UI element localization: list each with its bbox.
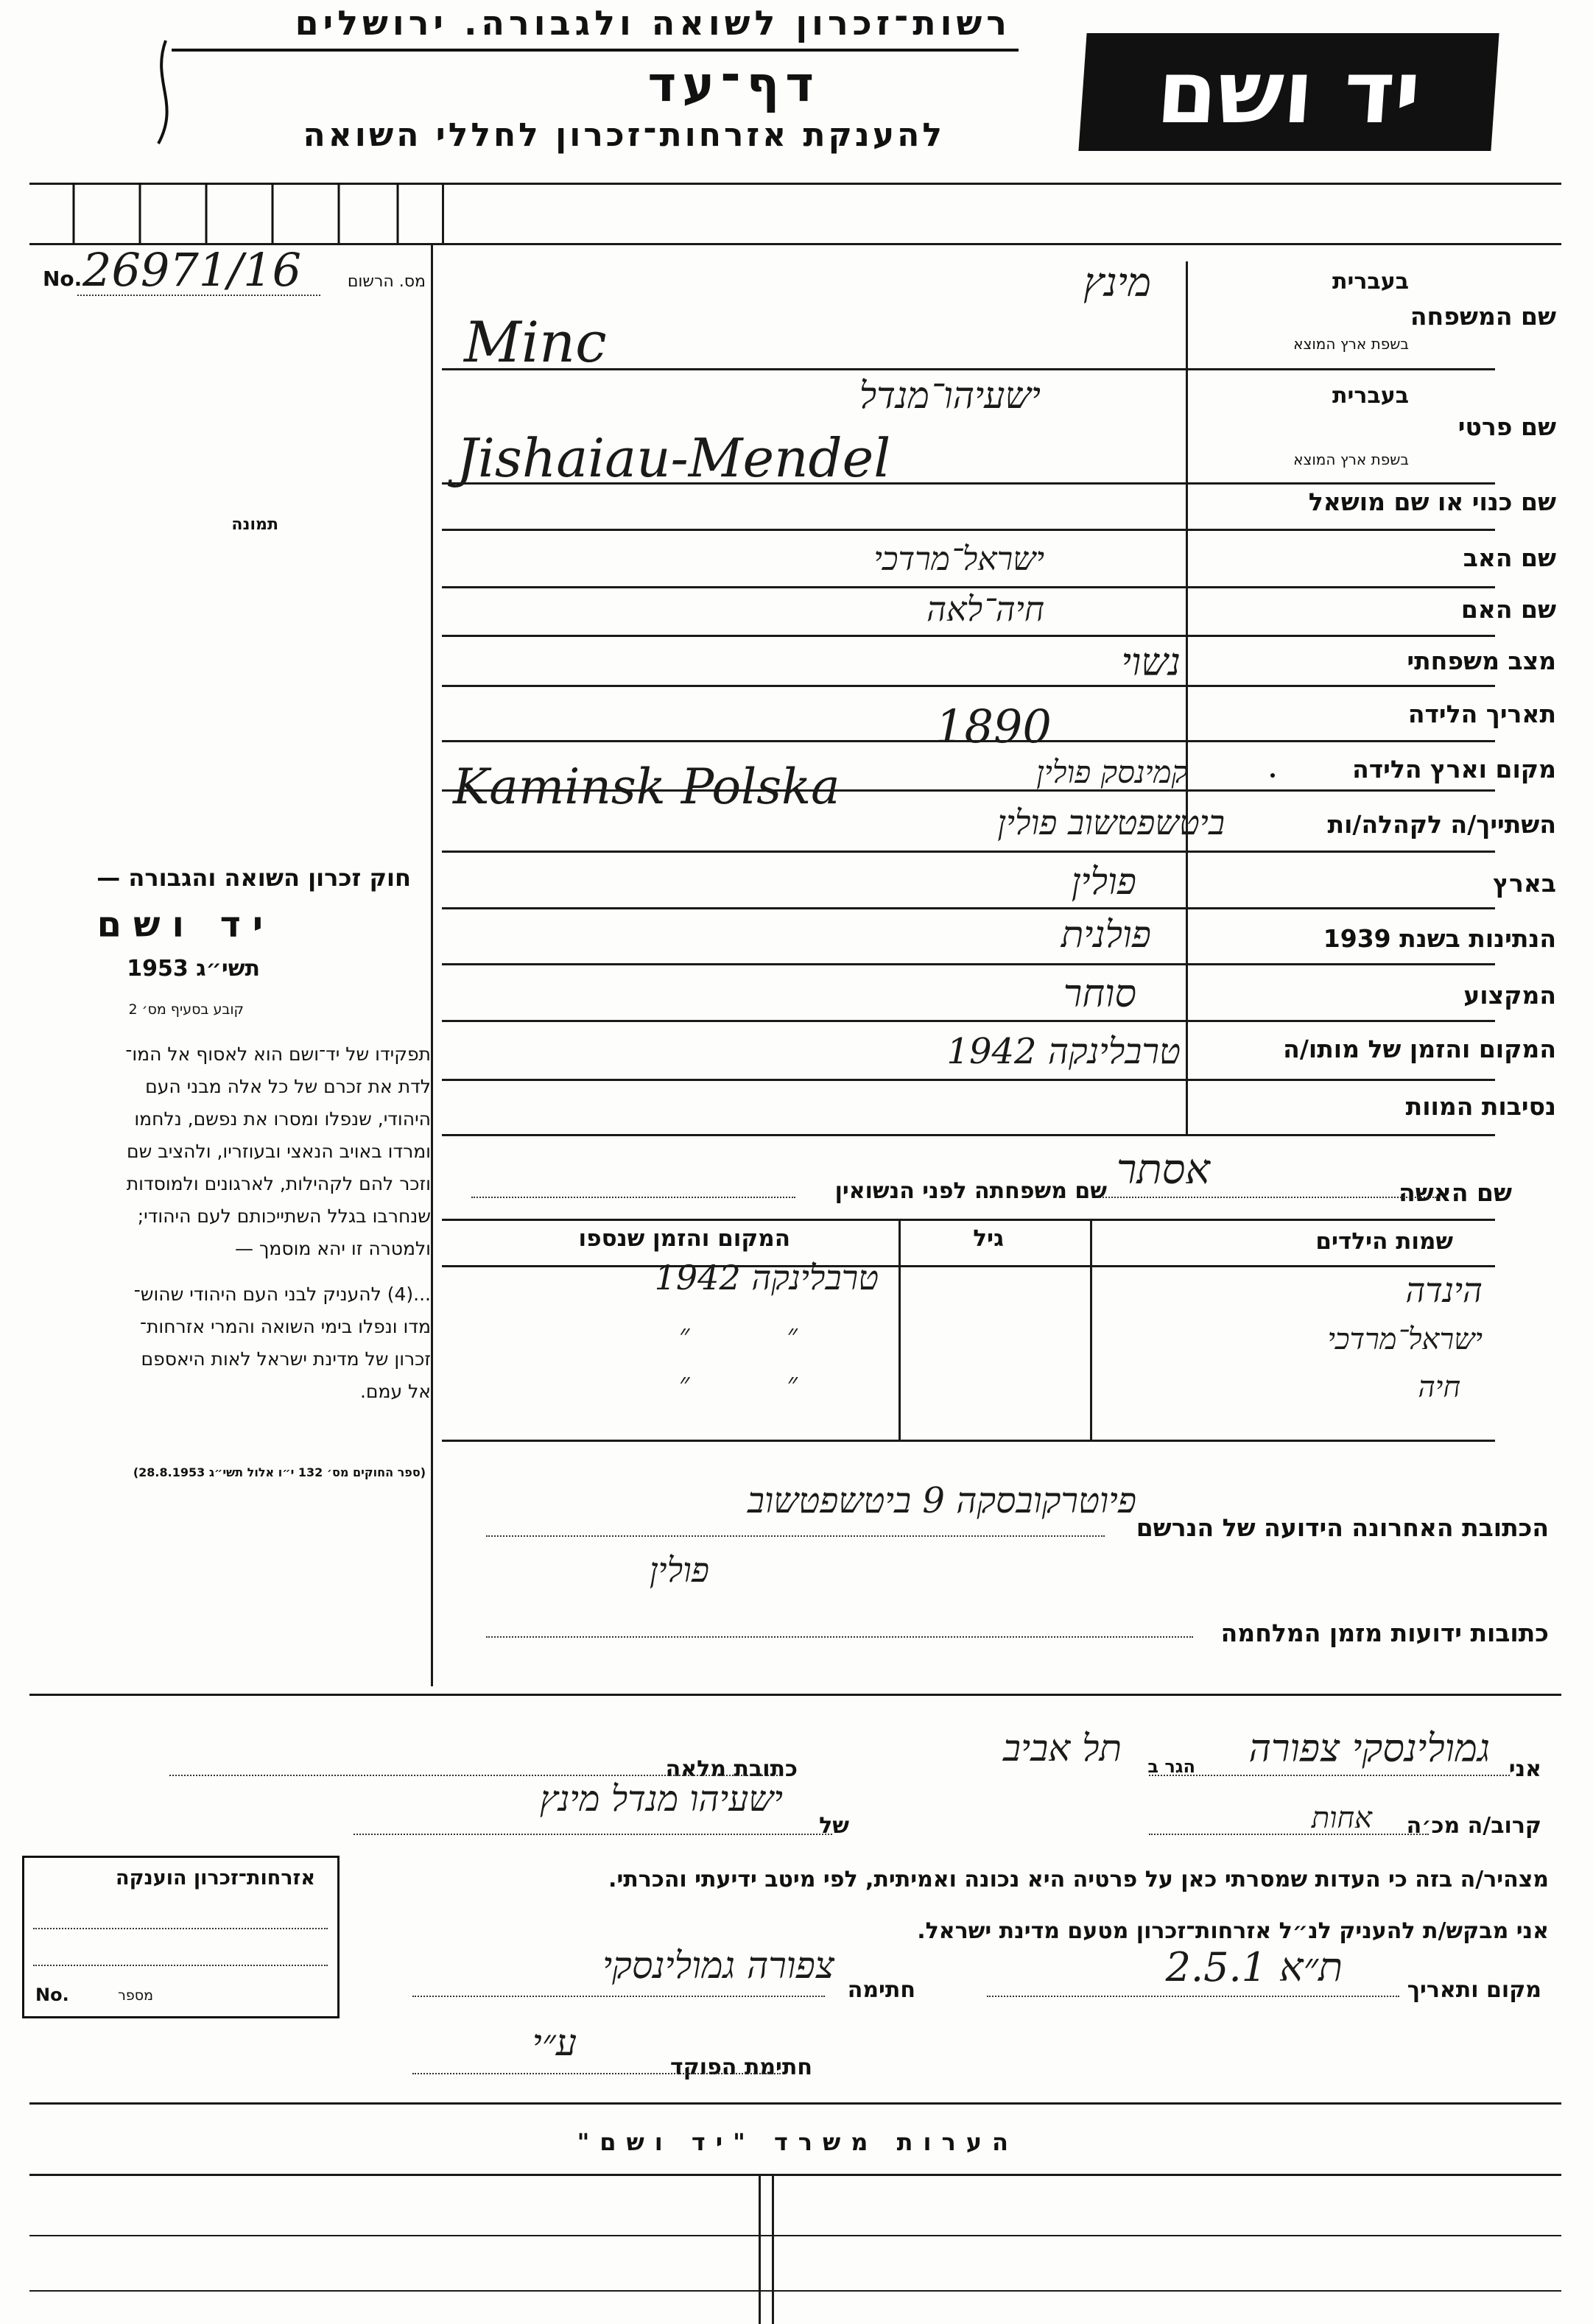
- place-date-label: מקום ותאריך: [1407, 1977, 1541, 2003]
- law-line-11: אל עמם.: [359, 1381, 431, 1402]
- law-heading: חוק זכרון השואה והגבורה —: [96, 864, 411, 892]
- birthdate-value: 1890: [935, 700, 1052, 753]
- law-line-1: תפקידו של יד־ושם הוא לאסוף אל המו־: [125, 1043, 431, 1065]
- citizenship-box-line-1: [33, 1928, 328, 1929]
- declarant-relative-underline: [1149, 1834, 1429, 1835]
- top-strip-divider: [442, 183, 444, 243]
- declarant-i-label: אני: [1508, 1756, 1541, 1782]
- surname-hebrew-value: מינץ: [1083, 259, 1151, 306]
- registration-number: 26971/16: [82, 243, 302, 297]
- father-value: ישראל־מרדכי: [873, 540, 1044, 578]
- last-address-value: פיוטרקובסקה 9 ביטשפטשוב: [747, 1480, 1136, 1521]
- nickname-label: שם כנוי או שם מושאל: [1308, 487, 1556, 516]
- law-year: תשי״ג 1953: [127, 956, 260, 982]
- declarant-relative-label: קרוב/ה מכ׳ה: [1406, 1813, 1541, 1839]
- law-name: יד ושם: [96, 904, 275, 946]
- law-line-10: זכרון של מדינת ישראל לאות היאספם: [141, 1348, 431, 1370]
- firstname-origin-sublabel: בשפת ארץ המוצא: [1293, 451, 1409, 468]
- child-place-3: ״ ״: [679, 1367, 842, 1399]
- community-value: ביטשפטשוב פולין: [997, 803, 1225, 842]
- last-address-label: הכתובת האחרונה הידועה של הנרשם: [1136, 1513, 1549, 1542]
- registration-prefix: No.: [43, 267, 82, 291]
- children-age-header: גיל: [973, 1225, 1004, 1252]
- birthplace-latin-value: Kaminsk Polska: [453, 758, 840, 815]
- mother-value: חיה־לאה: [926, 589, 1044, 629]
- last-address-value2: פולין: [649, 1550, 709, 1590]
- declarant-name-underline: [1149, 1775, 1510, 1776]
- remarks-header-rule: [29, 2174, 1561, 2176]
- row-rule-death: [442, 1079, 1495, 1081]
- wartime-address-underline: [486, 1636, 1193, 1638]
- law-clause: קובע בסעיף מס׳ 2: [128, 1001, 244, 1018]
- row-rule-community: [442, 851, 1495, 853]
- marital-label: מצב משפחתי: [1407, 647, 1556, 675]
- row-rule-nickname: [442, 529, 1495, 531]
- citizenship-label: הנתינות בשנת 1939: [1323, 924, 1556, 953]
- surname-origin-value: Minc: [464, 309, 607, 375]
- law-line-5: וזכר להם לקהילות, לארגונים ולמוסדות: [126, 1173, 431, 1194]
- declarant-lives-label: הגר ב: [1147, 1756, 1195, 1777]
- citizenship-box-title: אזרחות־זכרון הוענקה: [116, 1867, 315, 1890]
- firstname-label: שם פרטי: [1457, 412, 1556, 441]
- birthplace-hebrew-value: קמינסק פולין: [1036, 754, 1188, 790]
- row-rule-profession: [442, 1020, 1495, 1022]
- wife-label: שם האשה: [1399, 1178, 1512, 1207]
- remarks-divider-2: [772, 2174, 774, 2324]
- death-label: המקום והזמן של מותו/ה: [1283, 1035, 1556, 1063]
- declaration-top-rule: [29, 1694, 1561, 1696]
- row-rule-mother: [442, 635, 1495, 637]
- row-rule-country: [442, 907, 1495, 909]
- children-place-header: המקום והזמן שנספו: [578, 1225, 790, 1252]
- father-label: שם האב: [1463, 543, 1556, 572]
- birthdate-label: תאריך הלידה: [1407, 700, 1556, 728]
- officer-signature-label: חתימת הפוקד: [670, 2054, 812, 2080]
- child-place-2: ״ ״: [679, 1318, 842, 1351]
- law-source: (ספר החוקים מס׳ 132 י״ו אלול תשי״ג 28.8.1953): [133, 1465, 426, 1479]
- mother-label: שם האם: [1460, 595, 1556, 624]
- photo-label: תמונה: [231, 515, 278, 534]
- officer-signature-underline: [412, 2073, 781, 2074]
- declarant-name: גמולינסקי צפורה: [1248, 1727, 1490, 1771]
- remarks-heading: הערות משרד "יד ושם": [577, 2128, 1019, 2156]
- citizenship-value: פולנית: [1061, 913, 1151, 956]
- place-date-value: ת״א 2.5.1: [1165, 1944, 1343, 1990]
- children-table-bottom: [442, 1440, 1495, 1442]
- place-date-underline: [987, 1996, 1399, 1997]
- form-subtitle: להענקת אזרחות־זכרון לחללי השואה: [303, 116, 945, 154]
- birthplace-dot: [1270, 773, 1275, 778]
- firstname-origin-value: Jishaiau-Mendel: [457, 427, 891, 489]
- declaration-line-1: מצהיר/ה בזה כי העדות שמסרתי כאן על פרטיה היא נכונה ואמיתית, לפי מיטב ידיעתי והכרתי.: [608, 1867, 1549, 1892]
- birthplace-label: מקום וארץ הלידה: [1352, 755, 1556, 784]
- child-name-2: ישראל־מרדכי: [1327, 1323, 1483, 1356]
- declarant-of-value: ישעיהו מנדל מינץ: [539, 1778, 783, 1820]
- logo-text: יד ושם: [1153, 41, 1424, 143]
- firstname-hebrew-sublabel: בעברית: [1332, 383, 1409, 409]
- row-rule-citizenship: [442, 963, 1495, 965]
- firstname-hebrew-value: ישעיהו־מנדל: [859, 374, 1041, 417]
- child-name-3: חיה: [1418, 1370, 1460, 1404]
- child-name-1: הינדה: [1405, 1270, 1483, 1310]
- country-label: בארץ: [1493, 869, 1556, 898]
- citizenship-box-line-2: [33, 1965, 328, 1966]
- remarks-divider-1: [759, 2174, 761, 2324]
- children-age-divider-left: [899, 1219, 901, 1440]
- country-value: פולין: [1071, 860, 1136, 903]
- children-table-header-rule: [442, 1265, 1495, 1267]
- law-text: [33, 1038, 431, 1408]
- surname-hebrew-sublabel: בעברית: [1332, 269, 1409, 295]
- law-line-7: ולמטרה זו יהא מוסמך —: [235, 1238, 431, 1259]
- form-title: דף־עד: [647, 56, 820, 113]
- wife-maiden-underline: [471, 1197, 795, 1198]
- row-rule-marital: [442, 685, 1495, 687]
- declarant-relative-value: אחות: [1311, 1801, 1372, 1835]
- signature-value: צפורה גמולינסקי: [602, 1944, 834, 1987]
- community-label: השתייך/ה לקהלה/ות: [1327, 810, 1556, 839]
- citizenship-granted-box: [22, 1856, 340, 2018]
- officer-signature: ע״י: [532, 2021, 577, 2064]
- footer-top-rule: [29, 2102, 1561, 2105]
- death-value: טרבלינקה 1942: [946, 1031, 1181, 1072]
- declarant-full-address-underline: [169, 1775, 781, 1776]
- surname-label: שם המשפחה: [1410, 302, 1556, 331]
- last-address-underline: [486, 1535, 1105, 1537]
- row-rule-circumstances: [442, 1134, 1495, 1136]
- header-authority: רשות־זכרון לשואה ולגבורה. ירושלים: [295, 3, 1011, 43]
- law-line-4: ומרדו באויב הנאצי ובעוזריו, ולהציב שם: [127, 1141, 431, 1162]
- row-rule-father: [442, 586, 1495, 588]
- wartime-address-label: כתובות ידועות מזמן המלחמה: [1220, 1619, 1549, 1647]
- wife-value: אסתר: [1116, 1146, 1210, 1194]
- profession-value: סוחר: [1063, 972, 1136, 1016]
- registration-label: מס. הרשום: [347, 272, 426, 291]
- surname-origin-sublabel: בשפת ארץ המוצא: [1293, 335, 1409, 353]
- signature-label: חתימה: [847, 1977, 915, 2003]
- citizenship-box-number-prefix: No.: [35, 1985, 69, 2005]
- law-line-8: ...(4) להעניק לבני העם היהודי שהוש־: [133, 1284, 431, 1305]
- signature-underline: [412, 1996, 825, 1997]
- law-line-9: מדו ונפלו בימי השואה והמרי אזרחות־: [139, 1316, 431, 1337]
- marital-value: נשוי: [1121, 641, 1181, 685]
- left-column-divider: [431, 243, 433, 1686]
- circumstances-label: נסיבות המוות: [1405, 1092, 1556, 1121]
- registration-underline: [77, 295, 320, 296]
- declaration-line-2: אני מבקש/ת להעניק לנ״ל אזרחות־זכרון מטעם מדינת ישראל.: [917, 1918, 1549, 1944]
- law-line-3: היהודי, שנפלו ומסרו את נפשם, נלחמו: [134, 1108, 431, 1130]
- top-strip-ticks: [29, 183, 442, 246]
- children-names-header: שמות הילדים: [1315, 1228, 1453, 1255]
- wife-underline: [1097, 1197, 1436, 1198]
- remarks-line-2: [29, 2290, 1561, 2292]
- label-column-divider: [1186, 261, 1188, 1134]
- wife-maiden-label: שם משפחתה לפני הנשואין: [834, 1178, 1107, 1204]
- yad-vashem-logo: [1078, 33, 1499, 151]
- citizenship-box-number-label: מספר: [118, 1987, 153, 2004]
- children-age-divider-right: [1090, 1219, 1092, 1440]
- remarks-line-1: [29, 2235, 1561, 2236]
- header-authority-underline: [172, 49, 1019, 52]
- declarant-of-underline: [354, 1834, 832, 1835]
- declarant-of-label: של: [819, 1813, 849, 1839]
- child-place-1: טרבלינקה 1942: [654, 1258, 879, 1297]
- law-line-2: לדת את זכרם של כל אלה מבני העם: [145, 1076, 431, 1097]
- declarant-full-address-label: כתובת מלאה: [665, 1756, 798, 1782]
- children-table-top: [442, 1219, 1495, 1221]
- profession-label: המקצוע: [1463, 981, 1556, 1010]
- law-line-6: שנחרבו בגלל השתייכותם לעם היהודי;: [137, 1205, 431, 1227]
- declarant-lives-value: תל אביב: [1002, 1727, 1122, 1770]
- header-scribble: [144, 37, 188, 150]
